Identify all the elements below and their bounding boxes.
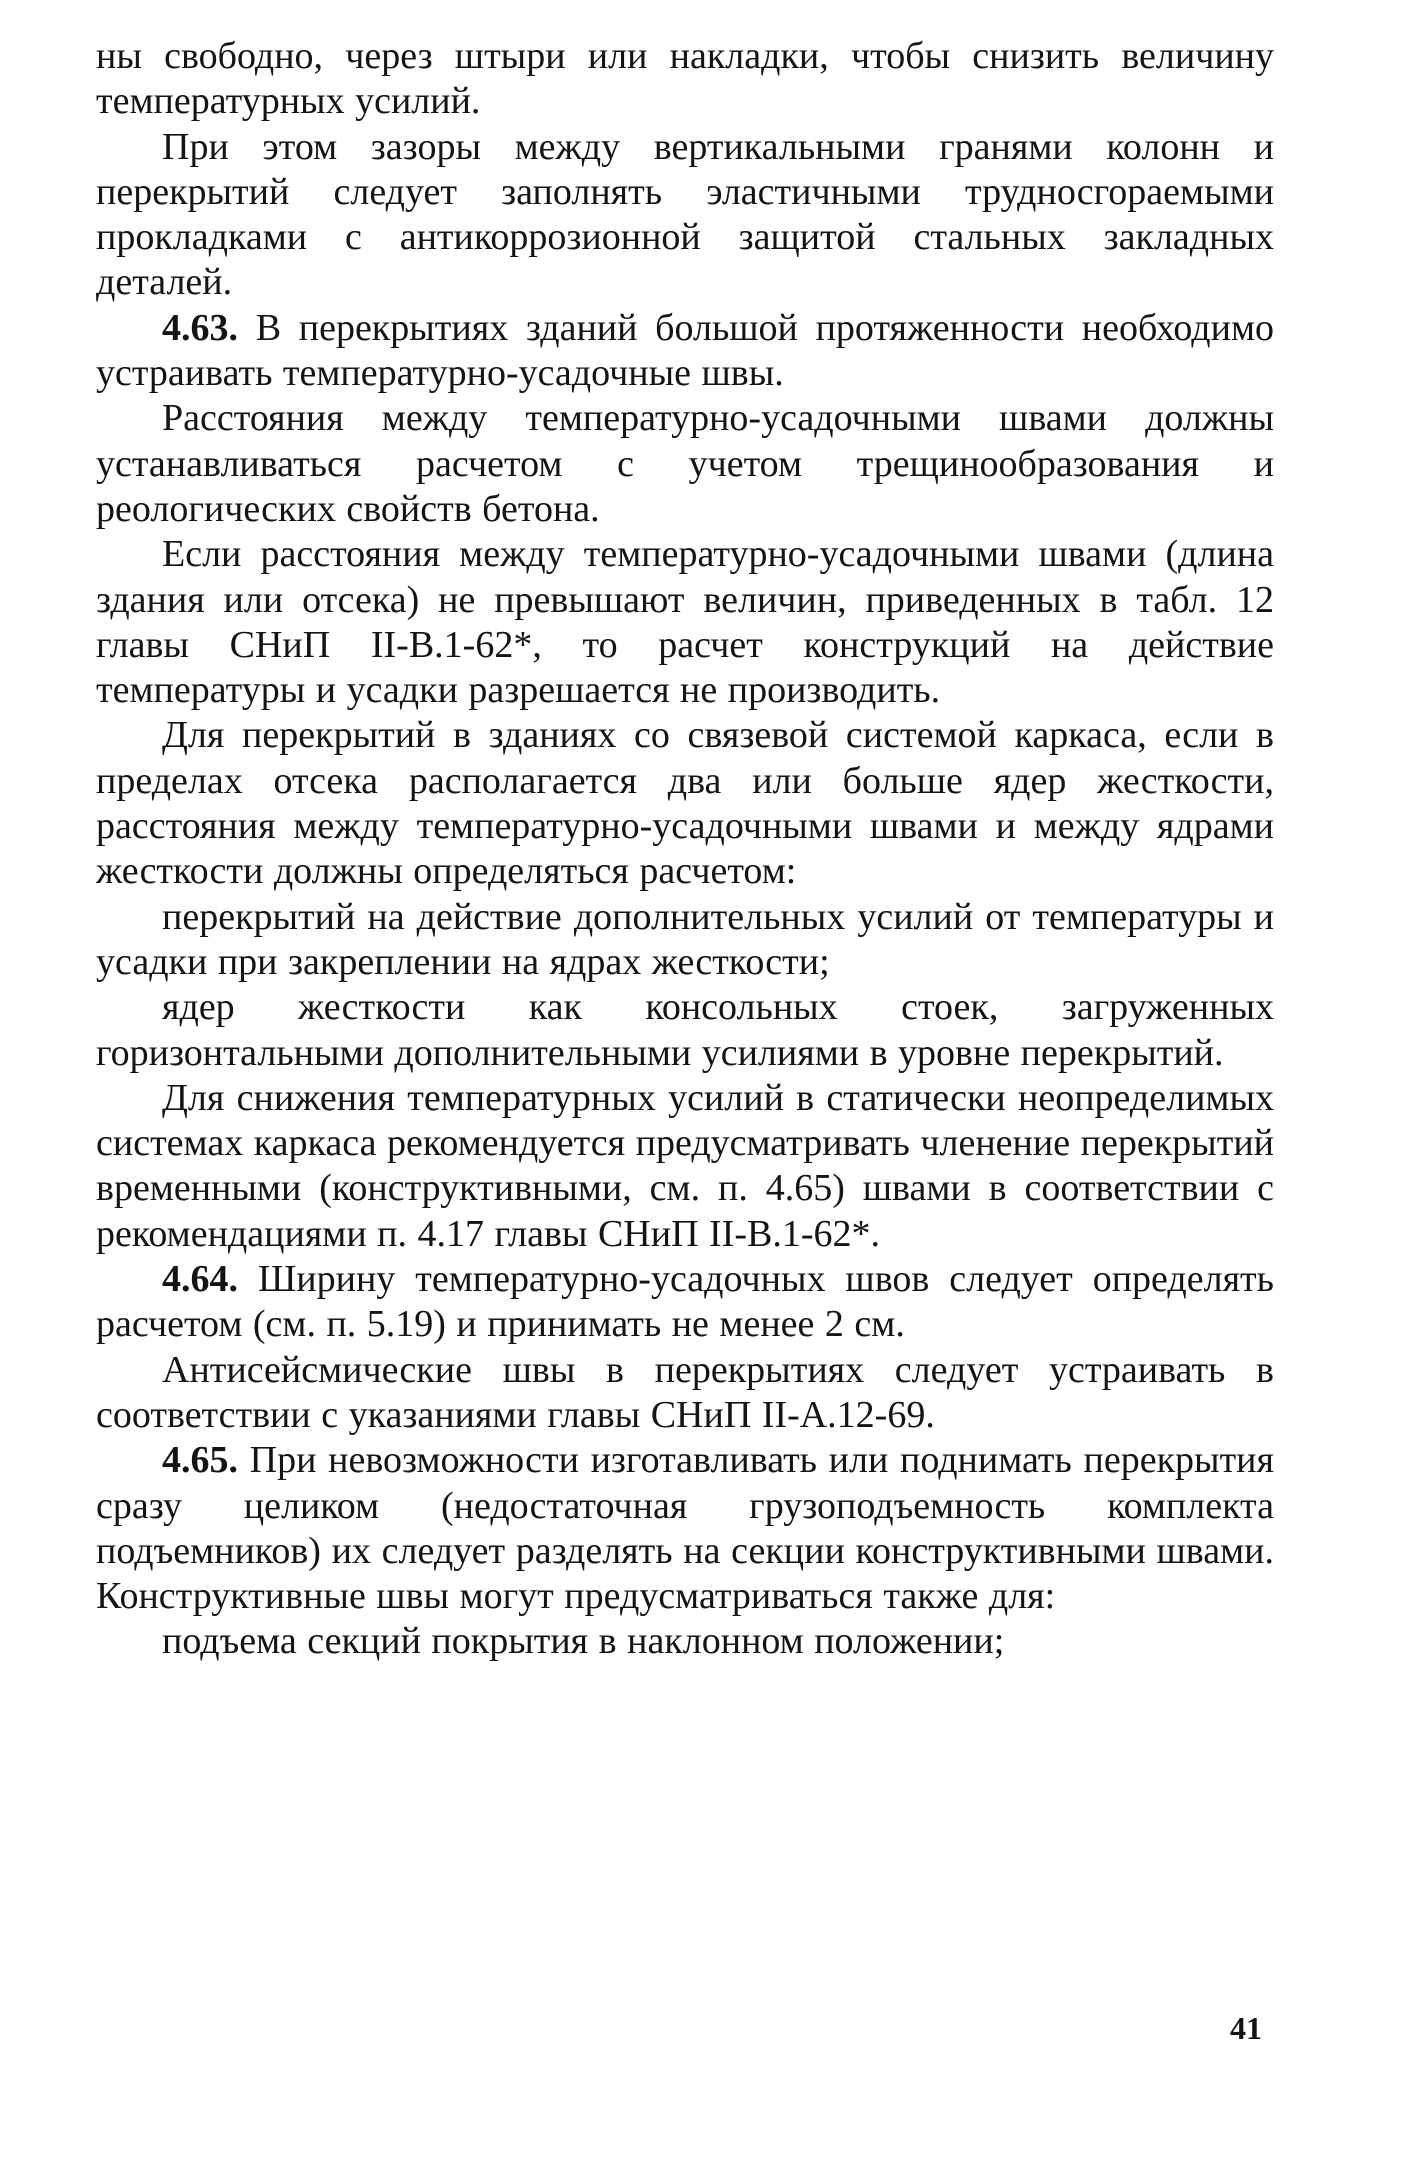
paragraph-2-text: При этом зазоры между вертикальными гранями колонн и перекрытий следует заполнять эластичными трудносгораемыми прокладками с антикоррозионной защитой стальных закладных деталей.	[96, 125, 1274, 304]
paragraph-13	[96, 1619, 1274, 1664]
clause-number-4-63: 4.63.	[162, 306, 238, 349]
paragraph-7	[96, 895, 1274, 986]
paragraph-4-63-text: В перекрытиях зданий большой протяженности необходимо устраивать температурно-усадочные швы.	[96, 306, 1274, 395]
paragraph-11	[96, 1348, 1274, 1439]
page-body	[96, 34, 1274, 1665]
paragraph-4-65	[96, 1438, 1274, 1619]
paragraph-11-text: Антисейсмические швы в перекрытиях следует устраивать в соответствии с указаниями главы СНиП II-А.12-69.	[96, 1348, 1274, 1436]
paragraph-4-64	[96, 1257, 1274, 1348]
paragraph-4	[96, 396, 1274, 532]
paragraph-9	[96, 1076, 1274, 1257]
paragraph-6	[96, 713, 1274, 894]
paragraph-8	[96, 985, 1274, 1076]
paragraph-8-text: ядер жесткости как консольных стоек, загруженных горизонтальными дополнительными усилиями в уровне перекрытий.	[96, 986, 1274, 1074]
paragraph-1	[96, 34, 1274, 125]
page-number: 41	[1230, 2010, 1262, 2046]
paragraph-2	[96, 125, 1274, 306]
paragraph-13-text: подъема секций покрытия в наклонном положении;	[162, 1620, 1005, 1663]
paragraph-6-text: Для перекрытий в зданиях со связевой системой каркаса, если в пределах отсека располагается два или больше ядер жесткости, расстояния между температурно-усадочными швами и между ядрами жесткости должны определяться расчетом:	[96, 714, 1274, 893]
paragraph-1-text: ны свободно, через штыри или накладки, чтобы снизить величину температурных усилий.	[96, 35, 1274, 123]
paragraph-4-text: Расстояния между температурно-усадочными швами должны устанавливаться расчетом с учетом трещинообразования и реологических свойств бетона.	[96, 397, 1274, 530]
paragraph-4-64-text: Ширину температурно-усадочных швов следует определять расчетом (см. п. 5.19) и принимать не менее 2 см.	[96, 1258, 1274, 1346]
paragraph-4-65-text: При невозможности изготавливать или поднимать перекрытия сразу целиком (недостаточная грузоподъемность комплекта подъемников) их следует разделять на секции конструктивными швами. Конструктивные швы могут предусматриваться также для:	[96, 1439, 1274, 1618]
clause-number-4-65: 4.65.	[162, 1439, 238, 1482]
paragraph-4-63	[96, 306, 1274, 397]
clause-number-4-64: 4.64.	[162, 1258, 238, 1301]
paragraph-7-text: перекрытий на действие дополнительных усилий от температуры и усадки при закреплении на ядрах жесткости;	[96, 895, 1274, 983]
paragraph-5	[96, 532, 1274, 713]
paragraph-9-text: Для снижения температурных усилий в статически неопределимых системах каркаса рекомендуется предусматривать членение перекрытий временными (конструктивными, см. п. 4.65) швами в соответствии с рекомендациями п. 4.17 главы СНиП II-В.1-62*.	[96, 1076, 1274, 1255]
paragraph-5-text: Если расстояния между температурно-усадочными швами (длина здания или отсека) не превышают величин, приведенных в табл. 12 главы СНиП II-В.1-62*, то расчет конструкций на действие температуры и усадки разрешается не производить.	[96, 533, 1274, 712]
